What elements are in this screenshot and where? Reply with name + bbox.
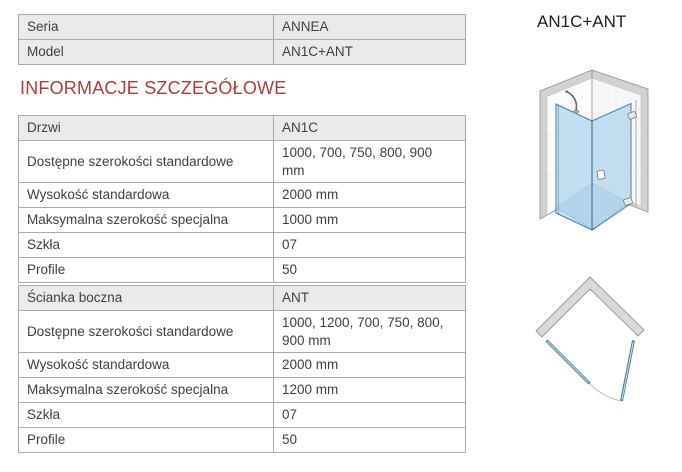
row-value: 50 <box>274 428 466 453</box>
plan-walls <box>536 277 644 337</box>
door-swing-arc <box>590 384 622 402</box>
row-value: 1000 mm <box>274 208 466 233</box>
row-value: ANT <box>274 286 466 311</box>
row-label: Profile <box>19 258 274 283</box>
plan-diagram <box>530 276 655 410</box>
row-value: 2000 mm <box>274 183 466 208</box>
glass-side-panel <box>556 104 592 230</box>
table-row <box>19 116 466 141</box>
spec-table-side-wall <box>18 285 466 453</box>
spec-table-door <box>18 115 466 283</box>
row-label: Profile <box>19 428 274 453</box>
row-label: Dostępne szerokości standardowe <box>19 311 274 353</box>
table-row <box>19 353 466 378</box>
row-label: Wysokość standardowa <box>19 353 274 378</box>
table-row <box>19 428 466 453</box>
row-label: Maksymalna szerokość specjalna <box>19 378 274 403</box>
plan-door-open-core <box>622 342 633 400</box>
table-row <box>19 258 466 283</box>
door-handle-icon <box>597 170 605 180</box>
row-label: Szkła <box>19 403 274 428</box>
row-value: 1000, 1200, 700, 750, 800, 900 mm <box>274 311 466 353</box>
row-label: Maksymalna szerokość specjalna <box>19 208 274 233</box>
row-value: 07 <box>274 233 466 258</box>
table-row <box>19 15 466 40</box>
row-value: 1000, 700, 750, 800, 900 mm <box>274 141 466 183</box>
table-row <box>19 40 466 65</box>
plan-side-panel-core <box>548 342 589 383</box>
row-label: Ścianka boczna <box>19 286 274 311</box>
row-value: 07 <box>274 403 466 428</box>
spec-table-product <box>18 14 466 65</box>
row-value: AN1C <box>274 116 466 141</box>
row-label: Dostępne szerokości standardowe <box>19 141 274 183</box>
row-value: ANNEA <box>274 15 466 40</box>
diagram-title: AN1C+ANT <box>537 12 627 31</box>
row-label: Szkła <box>19 233 274 258</box>
table-row <box>19 183 466 208</box>
row-value: AN1C+ANT <box>274 40 466 65</box>
table-row <box>19 286 466 311</box>
row-label: Seria <box>19 15 274 40</box>
row-label: Drzwi <box>19 116 274 141</box>
isometric-diagram <box>530 64 655 240</box>
table-row <box>19 403 466 428</box>
section-heading: INFORMACJE SZCZEGÓŁOWE <box>20 78 287 98</box>
table-row <box>19 378 466 403</box>
row-value: 2000 mm <box>274 353 466 378</box>
table-row <box>19 141 466 183</box>
table-row <box>19 208 466 233</box>
row-label: Model <box>19 40 274 65</box>
row-value: 50 <box>274 258 466 283</box>
glass-door <box>592 104 631 231</box>
table-row <box>19 233 466 258</box>
row-value: 1200 mm <box>274 378 466 403</box>
row-label: Wysokość standardowa <box>19 183 274 208</box>
table-row <box>19 311 466 353</box>
